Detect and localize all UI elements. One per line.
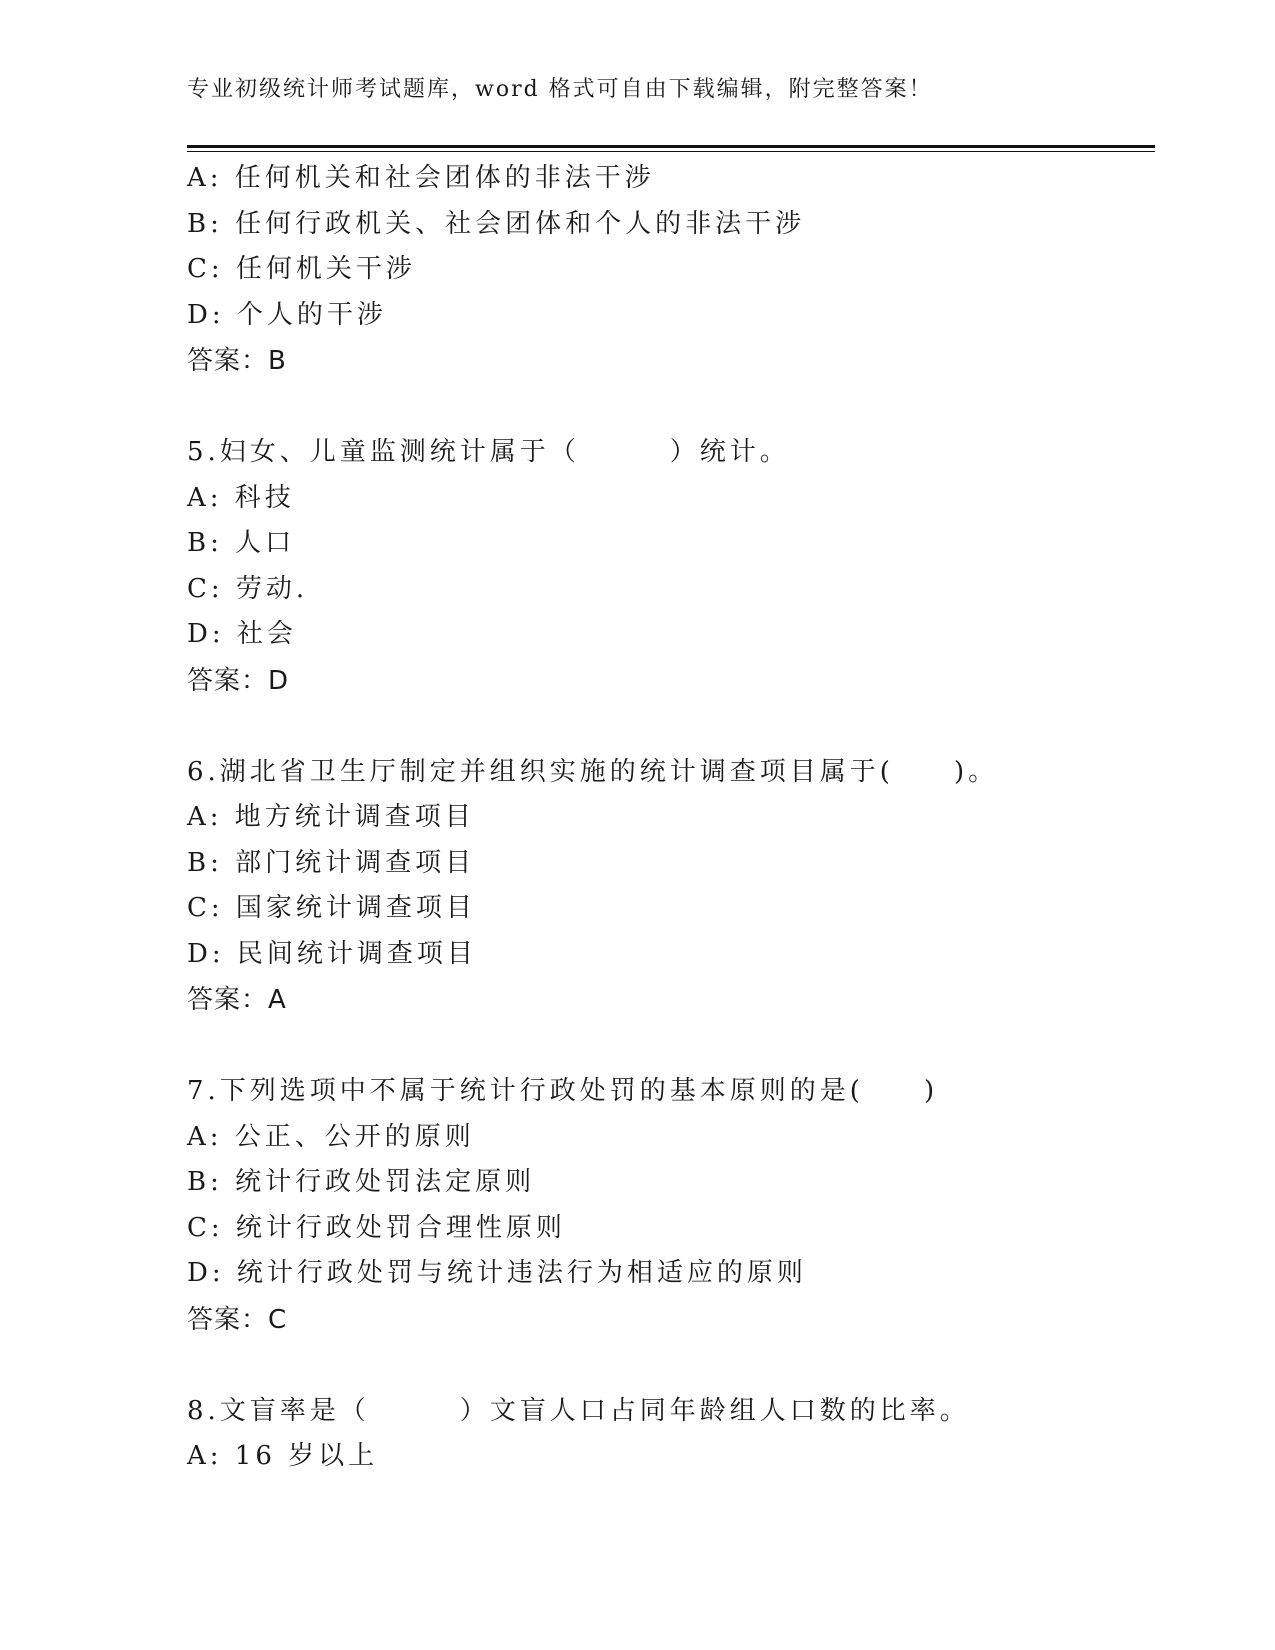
option-b: B: 任何行政机关、社会团体和个人的非法干涉 [187,208,806,239]
option-a: A: 16 岁以上 [187,1441,379,1471]
question-stem: 5.妇女、儿童监测统计属于（ ）统计。 [187,437,790,467]
option-a: A: 科技 [187,482,295,513]
spacer [187,1023,1155,1069]
spacer [187,704,1155,750]
option-c: C: 国家统计调查项目 [187,893,476,923]
page-header: 专业初级统计师考试题库，word 格式可自由下载编辑，附完整答案！ [187,77,933,102]
document-body [187,156,1155,1480]
spacer [187,1343,1155,1389]
option-d: D: 民间统计调查项目 [187,938,477,969]
option-d: D: 社会 [187,619,297,649]
question-stem: 7.下列选项中不属于统计行政处罚的基本原则的是( ) [187,1076,939,1106]
option-b: B: 部门统计调查项目 [187,847,476,878]
question-6 [187,750,1155,1024]
answer: 答案：D [187,665,290,696]
option-d: D: 个人的干涉 [187,299,387,330]
question-5 [187,430,1155,704]
option-a: A: 任何机关和社会团体的非法干涉 [187,163,655,193]
spacer [187,384,1155,430]
answer: 答案：B [187,346,287,376]
option-c: C: 统计行政处罚合理性原则 [187,1212,566,1243]
option-b: B: 统计行政处罚法定原则 [187,1167,536,1197]
option-a: A: 公正、公开的原则 [187,1121,475,1152]
option-d: D: 统计行政处罚与统计违法行为相适应的原则 [187,1258,807,1288]
question-8 [187,1389,1155,1480]
answer: 答案：C [187,1304,288,1335]
question-stem: 8.文盲率是（ ）文盲人口占同年龄组人口数的比率。 [187,1395,970,1426]
answer: 答案：A [187,985,287,1015]
question-7 [187,1069,1155,1343]
question-fragment [187,156,1155,384]
option-c: C: 劳动. [187,573,309,604]
question-stem: 6.湖北省卫生厅制定并组织实施的统计调查项目属于( )。 [187,756,999,787]
option-c: C: 任何机关干涉 [187,254,416,284]
option-b: B: 人口 [187,528,296,558]
option-a: A: 地方统计调查项目 [187,802,475,832]
header-rule [187,145,1155,148]
